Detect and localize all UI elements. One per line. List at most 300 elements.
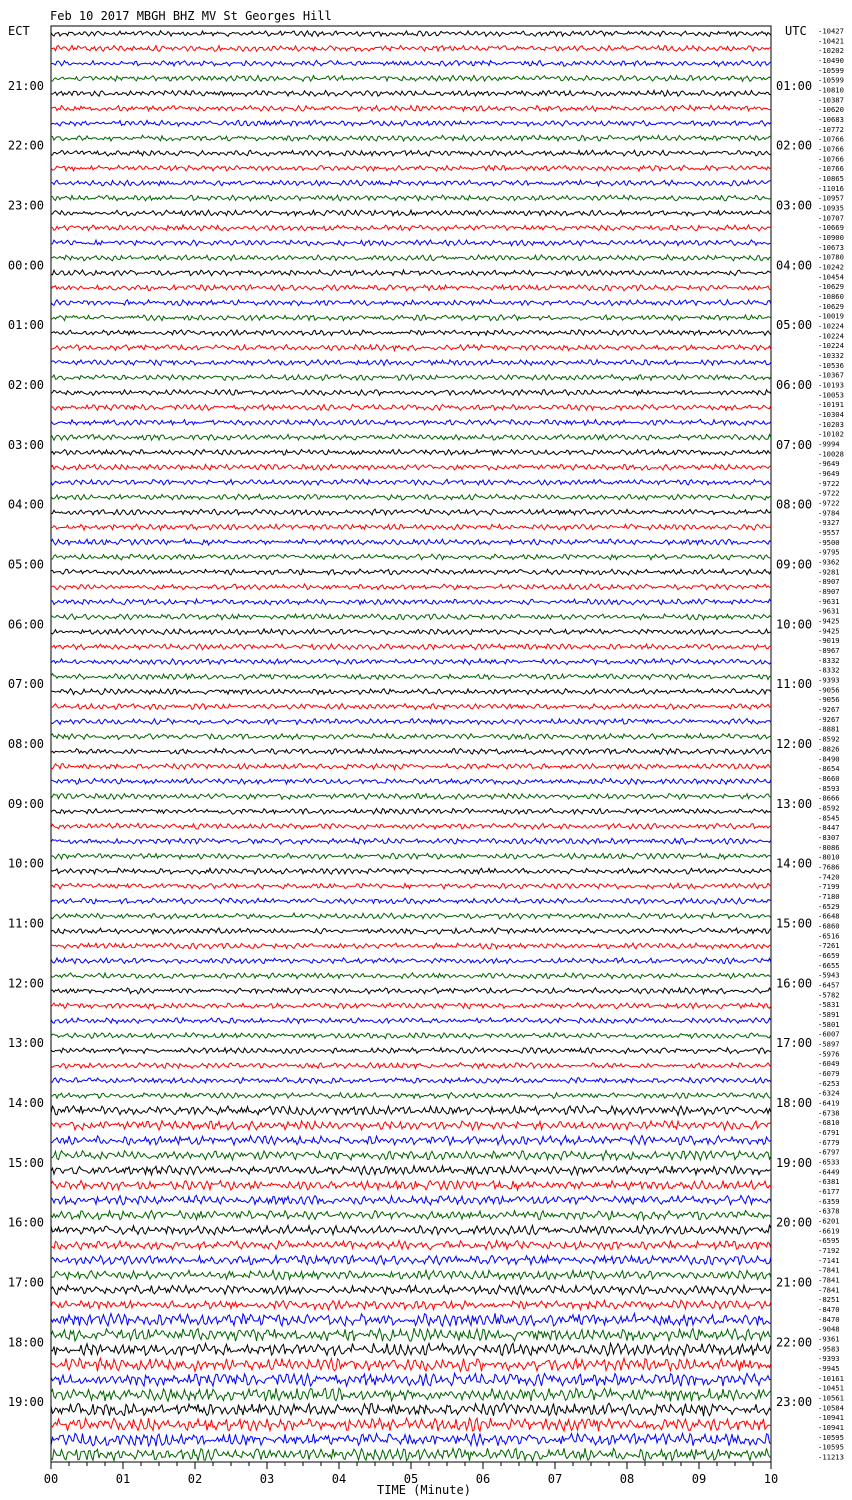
trace-value-label: -6079	[818, 1068, 840, 1078]
left-hour-label: 16:00	[7, 1215, 44, 1230]
seismic-trace-90	[51, 1373, 771, 1386]
trace-value-label: -10584	[818, 1403, 844, 1413]
right-hour-label: 11:00	[776, 677, 813, 692]
seismic-trace-9	[51, 165, 771, 171]
trace-value-label: -10019	[818, 311, 844, 321]
trace-value-label: -9722	[818, 488, 840, 498]
left-hour-labels	[8, 79, 44, 1409]
seismic-trace-84	[51, 1285, 771, 1294]
right-hour-label: 17:00	[776, 1036, 813, 1051]
left-hour-label: 01:00	[7, 318, 44, 333]
trace-value-label: -10766	[818, 144, 844, 154]
seismic-trace-79	[51, 1211, 771, 1220]
trace-value-label: -6595	[818, 1236, 840, 1246]
seismic-trace-3	[51, 75, 771, 81]
trace-value-label: -9048	[818, 1324, 840, 1334]
trace-value-label: -5891	[818, 1009, 840, 1019]
trace-value-label: -8907	[818, 577, 840, 587]
trace-value-label: -7180	[818, 891, 840, 901]
trace-value-label: -10620	[818, 105, 844, 115]
right-hour-label: 14:00	[776, 856, 813, 871]
trace-value-label: -10941	[818, 1413, 844, 1423]
seismic-trace-64	[51, 988, 771, 994]
trace-value-label: -10028	[818, 449, 844, 459]
trace-value-label: -8592	[818, 803, 840, 813]
seismic-trace-28	[51, 450, 771, 456]
trace-value-label: -8593	[818, 783, 840, 793]
seismic-trace-38	[51, 599, 771, 605]
trace-value-label: -10421	[818, 36, 844, 46]
trace-value-label: -10191	[818, 400, 844, 410]
trace-value-label: -10810	[818, 85, 844, 95]
left-timezone-label: ECT	[8, 24, 30, 38]
trace-value-label: -7261	[818, 941, 840, 951]
trace-value-label: -10595	[818, 1432, 844, 1442]
right-hour-label: 22:00	[776, 1335, 813, 1350]
seismic-trace-55	[51, 853, 771, 859]
seismic-trace-24	[51, 390, 771, 396]
seismic-trace-89	[51, 1358, 771, 1371]
trace-value-label: -5801	[818, 1019, 840, 1029]
trace-value-label: -9945	[818, 1364, 840, 1374]
seismic-trace-66	[51, 1018, 771, 1024]
trace-value-label: -10102	[818, 429, 844, 439]
trace-value-label: -10766	[818, 134, 844, 144]
trace-value-label: -10224	[818, 341, 844, 351]
trace-value-label: -9056	[818, 695, 840, 705]
trace-value-label: -11213	[818, 1452, 844, 1462]
left-hour-label: 03:00	[7, 437, 44, 452]
trace-value-label: -6619	[818, 1226, 840, 1236]
trace-value-label: -9722	[818, 498, 840, 508]
trace-value-label: -10957	[818, 193, 844, 203]
left-hour-label: 02:00	[7, 378, 44, 392]
right-hour-label: 02:00	[776, 138, 813, 153]
trace-value-label: -9557	[818, 528, 840, 538]
seismic-trace-85	[51, 1300, 771, 1310]
seismic-trace-56	[51, 868, 771, 874]
seismic-trace-14	[51, 240, 771, 246]
seismic-trace-93	[51, 1418, 771, 1431]
seismic-trace-68	[51, 1048, 771, 1054]
seismic-trace-18	[51, 300, 771, 306]
seismic-trace-70	[51, 1078, 771, 1084]
trace-value-label: -7192	[818, 1246, 840, 1256]
seismic-trace-31	[51, 494, 771, 500]
seismic-trace-51	[51, 794, 771, 800]
trace-value-label: -8010	[818, 852, 840, 862]
trace-value-label: -7199	[818, 882, 840, 892]
trace-value-label: -9795	[818, 547, 840, 557]
trace-value-label: -9281	[818, 567, 840, 577]
left-hour-label: 13:00	[7, 1036, 44, 1051]
trace-value-label: -6419	[818, 1098, 840, 1108]
trace-value-label: -6655	[818, 960, 840, 970]
trace-value-label: -10707	[818, 213, 844, 223]
trace-value-label: -10203	[818, 419, 844, 429]
right-hour-label: 15:00	[776, 916, 813, 931]
seismic-trace-53	[51, 823, 771, 829]
left-hour-label: 08:00	[7, 737, 44, 751]
trace-value-label: -8826	[818, 744, 840, 754]
trace-value-label: -9500	[818, 537, 840, 547]
left-hour-label: 06:00	[7, 617, 44, 632]
x-axis-tick-label: 06	[475, 1472, 491, 1486]
right-timezone-label: UTC	[785, 24, 807, 38]
trace-value-label: -10766	[818, 164, 844, 174]
trace-value-label: -6381	[818, 1177, 840, 1187]
trace-value-label: -9362	[818, 557, 840, 567]
x-axis-tick-label: 01	[115, 1472, 131, 1486]
right-hour-label: 06:00	[776, 378, 813, 392]
trace-value-label: -6529	[818, 901, 840, 911]
trace-value-label: -8447	[818, 823, 840, 833]
trace-value-label: -8545	[818, 813, 840, 823]
right-hour-label: 05:00	[776, 318, 813, 333]
right-hour-label: 16:00	[776, 976, 813, 991]
trace-value-label: -10202	[818, 46, 844, 56]
trace-value-label: -5831	[818, 1000, 840, 1010]
trace-value-label: -6049	[818, 1059, 840, 1069]
x-axis-tick-label: 05	[403, 1472, 419, 1486]
trace-value-label: -9425	[818, 616, 840, 626]
seismic-trace-42	[51, 659, 771, 665]
trace-value-label: -8470	[818, 1305, 840, 1315]
trace-value-label: -10599	[818, 75, 844, 85]
seismic-trace-67	[51, 1033, 771, 1039]
trace-value-label: -10683	[818, 114, 844, 124]
trace-value-label: -6359	[818, 1196, 840, 1206]
trace-value-label: -10161	[818, 1373, 844, 1383]
trace-value-label: -7141	[818, 1255, 840, 1265]
trace-value-label: -6007	[818, 1029, 840, 1039]
left-hour-label: 09:00	[7, 796, 44, 811]
seismic-trace-81	[51, 1241, 771, 1250]
seismic-trace-94	[51, 1433, 771, 1446]
right-hour-labels	[776, 79, 812, 1409]
seismic-trace-62	[51, 958, 771, 964]
trace-value-label: -8490	[818, 754, 840, 764]
trace-value-label: -10599	[818, 65, 844, 75]
seismic-trace-25	[51, 405, 771, 411]
trace-value-label: -10053	[818, 390, 844, 400]
seismic-trace-47	[51, 734, 771, 740]
left-hour-label: 07:00	[7, 677, 44, 692]
left-hour-label: 15:00	[7, 1155, 44, 1170]
x-axis-label: TIME (Minute)	[377, 1483, 471, 1497]
seismic-trace-10	[51, 180, 771, 186]
right-hour-label: 18:00	[776, 1096, 813, 1110]
trace-value-label: -7841	[818, 1285, 840, 1295]
left-hour-label: 21:00	[7, 78, 44, 93]
trace-value-label: -10451	[818, 1383, 844, 1393]
trace-value-label: -5782	[818, 990, 840, 1000]
trace-value-label: -6810	[818, 1118, 840, 1128]
seismic-trace-29	[51, 464, 771, 470]
trace-value-label: -5943	[818, 970, 840, 980]
right-hour-label: 08:00	[776, 497, 813, 512]
trace-value-label: -6779	[818, 1137, 840, 1147]
seismic-trace-88	[51, 1343, 771, 1356]
seismic-trace-1	[51, 46, 771, 52]
trace-value-label: -10772	[818, 124, 844, 134]
trace-value-label: -6253	[818, 1078, 840, 1088]
trace-value-label: -10536	[818, 360, 844, 370]
trace-value-label: -6659	[818, 950, 840, 960]
right-hour-label: 19:00	[776, 1155, 813, 1170]
seismic-trace-43	[51, 674, 771, 680]
trace-value-label: -8881	[818, 724, 840, 734]
trace-value-label: -5976	[818, 1049, 840, 1059]
trace-value-label: -10367	[818, 370, 844, 380]
x-axis-tick-label: 09	[691, 1472, 707, 1486]
trace-value-label: -9393	[818, 675, 840, 685]
seismic-trace-83	[51, 1270, 771, 1279]
seismic-trace-26	[51, 419, 771, 425]
trace-value-label: -8307	[818, 832, 840, 842]
left-hour-label: 14:00	[7, 1096, 44, 1110]
trace-value-label: -9631	[818, 596, 840, 606]
right-hour-label: 09:00	[776, 557, 813, 572]
seismic-trace-73	[51, 1121, 771, 1130]
trace-value-label: -9019	[818, 636, 840, 646]
trace-value-label: -10561	[818, 1393, 844, 1403]
trace-value-label: -8967	[818, 646, 840, 656]
right-hour-label: 21:00	[776, 1275, 813, 1290]
right-hour-label: 07:00	[776, 437, 813, 452]
trace-value-label: -7420	[818, 872, 840, 882]
seismic-trace-30	[51, 479, 771, 485]
left-hour-label: 23:00	[7, 198, 44, 213]
trace-value-label: -9583	[818, 1344, 840, 1354]
trace-value-label: -9267	[818, 705, 840, 715]
seismic-trace-74	[51, 1136, 771, 1146]
trace-value-label: -6797	[818, 1147, 840, 1157]
trace-value-label: -10780	[818, 252, 844, 262]
trace-value-label: -9649	[818, 469, 840, 479]
seismic-trace-16	[51, 270, 771, 276]
trace-value-label: -6449	[818, 1167, 840, 1177]
seismic-trace-80	[51, 1225, 771, 1235]
seismic-trace-34	[51, 539, 771, 545]
seismic-trace-22	[51, 360, 771, 366]
left-hour-label: 11:00	[7, 916, 44, 931]
left-hour-label: 10:00	[7, 856, 44, 871]
trace-value-label: -9361	[818, 1334, 840, 1344]
trace-value-label: -10454	[818, 272, 844, 282]
trace-value-label: -10941	[818, 1423, 844, 1433]
trace-value-label: -9631	[818, 606, 840, 616]
trace-value-label: -8654	[818, 764, 840, 774]
trace-value-label: -9393	[818, 1354, 840, 1364]
seismic-trace-49	[51, 764, 771, 770]
left-hour-label: 19:00	[7, 1395, 44, 1410]
seismic-trace-11	[51, 195, 771, 201]
seismic-trace-15	[51, 255, 771, 261]
seismic-trace-77	[51, 1181, 771, 1190]
right-hour-label: 04:00	[776, 258, 813, 273]
seismic-trace-76	[51, 1166, 771, 1175]
trace-value-label: -6791	[818, 1128, 840, 1138]
x-axis-tick-label: 10	[763, 1472, 779, 1486]
trace-value-label: -10304	[818, 410, 844, 420]
seismic-trace-5	[51, 105, 771, 111]
seismic-trace-13	[51, 225, 771, 231]
right-hour-label: 23:00	[776, 1395, 813, 1410]
trace-value-label: -8660	[818, 773, 840, 783]
trace-value-label: -9425	[818, 626, 840, 636]
left-hour-label: 22:00	[7, 138, 44, 153]
seismic-trace-19	[51, 315, 771, 321]
trace-value-label: -6457	[818, 980, 840, 990]
left-hour-label: 17:00	[7, 1275, 44, 1290]
x-axis-tick-label: 02	[187, 1472, 203, 1486]
seismic-trace-78	[51, 1196, 771, 1205]
trace-value-label: -9649	[818, 459, 840, 469]
seismic-trace-57	[51, 883, 771, 889]
seismic-trace-21	[51, 345, 771, 351]
seismic-trace-54	[51, 838, 771, 844]
x-axis-tick-label: 07	[547, 1472, 563, 1486]
right-hour-label: 12:00	[776, 737, 813, 751]
trace-value-label: -6516	[818, 931, 840, 941]
seismic-trace-46	[51, 719, 771, 725]
right-hour-label: 20:00	[776, 1215, 813, 1230]
trace-value-label: -8907	[818, 587, 840, 597]
trace-value-label: -8592	[818, 734, 840, 744]
seismic-trace-2	[51, 61, 771, 67]
trace-value-label: -5897	[818, 1039, 840, 1049]
trace-value-label: -6738	[818, 1108, 840, 1118]
trace-value-label: -10673	[818, 242, 844, 252]
seismic-trace-48	[51, 749, 771, 755]
x-axis-tick-label: 04	[331, 1472, 347, 1486]
trace-value-label: -10669	[818, 223, 844, 233]
seismic-trace-6	[51, 120, 771, 126]
seismic-trace-20	[51, 330, 771, 336]
seismic-trace-35	[51, 554, 771, 560]
seismic-trace-36	[51, 569, 771, 575]
seismic-trace-50	[51, 779, 771, 785]
seismic-trace-63	[51, 973, 771, 979]
trace-value-label: -8332	[818, 665, 840, 675]
left-hour-label: 04:00	[7, 497, 44, 512]
trace-group	[51, 31, 771, 1461]
seismic-trace-92	[51, 1403, 771, 1416]
trace-value-label: -9994	[818, 439, 840, 449]
seismic-trace-33	[51, 524, 771, 530]
trace-value-label: -10332	[818, 350, 844, 360]
trace-value-label: -10427	[818, 26, 844, 36]
seismic-trace-4	[51, 90, 771, 96]
trace-value-label: -8086	[818, 842, 840, 852]
seismic-trace-69	[51, 1063, 771, 1069]
trace-value-label: -10860	[818, 291, 844, 301]
x-axis-tick-label: 08	[619, 1472, 635, 1486]
trace-value-label: -10224	[818, 331, 844, 341]
trace-value-label: -9722	[818, 478, 840, 488]
seismic-trace-91	[51, 1388, 771, 1401]
seismic-trace-23	[51, 375, 771, 381]
seismic-trace-41	[51, 644, 771, 650]
right-hour-label: 13:00	[776, 796, 813, 811]
trace-value-label: -10224	[818, 321, 844, 331]
seismic-trace-37	[51, 584, 771, 590]
seismic-trace-12	[51, 210, 771, 216]
seismic-trace-32	[51, 509, 771, 515]
trace-value-label: -8666	[818, 793, 840, 803]
trace-value-label: -6201	[818, 1216, 840, 1226]
x-axis-tick-label: 00	[43, 1472, 59, 1486]
trace-value-label: -7841	[818, 1275, 840, 1285]
trace-value-label: -10865	[818, 173, 844, 183]
seismic-trace-40	[51, 629, 771, 635]
seismic-trace-59	[51, 913, 771, 919]
trace-value-label: -10387	[818, 95, 844, 105]
seismic-trace-44	[51, 689, 771, 695]
seismic-trace-86	[51, 1313, 771, 1326]
seismic-trace-45	[51, 704, 771, 710]
trace-value-label: -6648	[818, 911, 840, 921]
seismic-trace-82	[51, 1255, 771, 1264]
trace-value-label: -9056	[818, 685, 840, 695]
seismic-trace-61	[51, 943, 771, 949]
seismic-trace-71	[51, 1093, 771, 1099]
trace-value-label: -11016	[818, 183, 844, 193]
seismic-trace-17	[51, 285, 771, 291]
trace-value-labels	[818, 26, 844, 1461]
trace-value-label: -6533	[818, 1157, 840, 1167]
trace-value-label: -10935	[818, 203, 844, 213]
trace-value-label: -8470	[818, 1314, 840, 1324]
right-hour-label: 10:00	[776, 617, 813, 632]
trace-value-label: -9267	[818, 714, 840, 724]
left-hour-label: 05:00	[7, 557, 44, 572]
trace-value-label: -8251	[818, 1295, 840, 1305]
trace-value-label: -8332	[818, 655, 840, 665]
seismic-trace-52	[51, 809, 771, 815]
seismic-trace-60	[51, 928, 771, 934]
trace-value-label: -10900	[818, 232, 844, 242]
seismic-trace-87	[51, 1328, 771, 1341]
trace-value-label: -10629	[818, 282, 844, 292]
seismic-trace-8	[51, 150, 771, 156]
trace-value-label: -6378	[818, 1206, 840, 1216]
right-hour-label: 01:00	[776, 78, 813, 93]
trace-value-label: -7686	[818, 862, 840, 872]
seismic-trace-27	[51, 434, 771, 440]
seismic-trace-7	[51, 135, 771, 141]
trace-value-label: -10595	[818, 1442, 844, 1452]
seismic-trace-39	[51, 614, 771, 620]
seismic-trace-58	[51, 898, 771, 904]
trace-value-label: -6324	[818, 1088, 840, 1098]
trace-value-label: -9784	[818, 508, 840, 518]
trace-value-label: -9327	[818, 518, 840, 528]
right-hour-label: 03:00	[776, 198, 813, 213]
trace-value-label: -7841	[818, 1265, 840, 1275]
left-hour-label: 18:00	[7, 1335, 44, 1350]
seismic-trace-0	[51, 31, 771, 37]
seismic-trace-72	[51, 1106, 771, 1115]
trace-value-label: -10193	[818, 380, 844, 390]
trace-value-label: -6860	[818, 921, 840, 931]
left-hour-label: 12:00	[7, 976, 44, 991]
left-hour-label: 00:00	[7, 258, 44, 273]
trace-value-label: -10766	[818, 154, 844, 164]
seismic-trace-65	[51, 1003, 771, 1009]
seismic-trace-75	[51, 1151, 771, 1160]
